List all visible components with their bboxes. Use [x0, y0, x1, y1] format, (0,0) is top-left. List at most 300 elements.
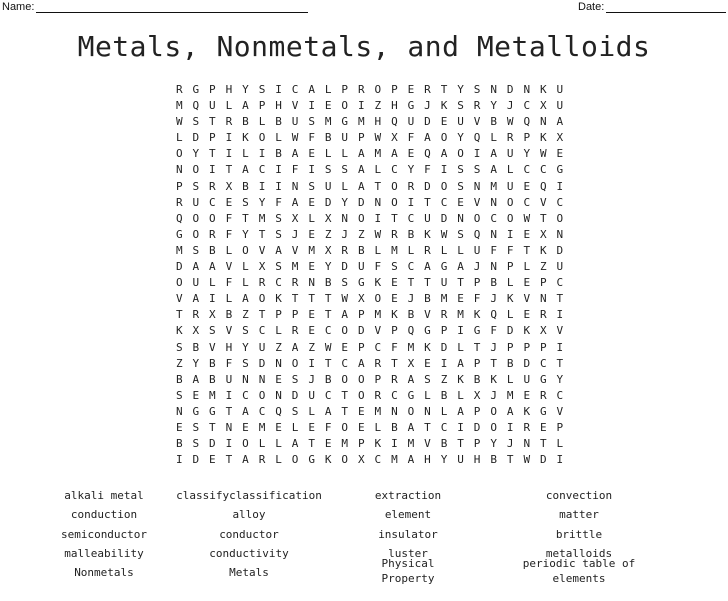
grid-letter: X — [391, 131, 398, 145]
grid-letter: U — [556, 83, 564, 96]
grid-letter: X — [539, 99, 547, 113]
grid-letter: S — [341, 163, 349, 177]
grid-letter: E — [407, 83, 415, 96]
grid-letter: R — [407, 179, 415, 193]
grid-letter: B — [490, 276, 497, 290]
grid-letter: C — [391, 163, 398, 177]
date-field[interactable] — [578, 1, 726, 13]
grid-letter: T — [424, 420, 431, 434]
grid-letter: L — [291, 420, 299, 434]
grid-letter: T — [391, 211, 398, 225]
grid-letter: N — [341, 211, 349, 225]
grid-letter: O — [175, 276, 183, 290]
grid-letter: L — [275, 324, 282, 338]
grid-letter: A — [490, 163, 497, 177]
grid-letter: P — [357, 131, 365, 145]
grid-letter: S — [192, 115, 200, 129]
grid-letter: Z — [440, 372, 448, 386]
grid-letter: I — [225, 388, 233, 402]
grid-letter: X — [556, 131, 564, 145]
grid-letter: L — [225, 243, 233, 257]
grid-letter: Y — [192, 356, 200, 370]
grid-letter: I — [473, 147, 481, 161]
grid-letter: E — [209, 453, 216, 467]
grid-letter: T — [258, 227, 266, 241]
grid-letter: K — [374, 276, 382, 290]
word-bank-item: brittle — [555, 527, 603, 541]
grid-letter: C — [440, 195, 448, 209]
grid-letter: V — [473, 115, 481, 129]
grid-letter: D — [473, 420, 481, 434]
grid-letter: W — [374, 131, 382, 145]
grid-row — [171, 356, 568, 372]
grid-letter: Q — [490, 308, 497, 322]
grid-letter: R — [506, 131, 514, 145]
grid-letter: E — [391, 292, 398, 306]
grid-letter: I — [440, 163, 448, 177]
grid-letter: J — [308, 372, 315, 386]
grid-letter: I — [556, 179, 564, 193]
grid-letter: N — [490, 260, 497, 274]
grid-letter: G — [473, 324, 481, 338]
grid-letter: B — [242, 179, 249, 193]
grid-letter: P — [523, 131, 531, 145]
grid-letter: P — [275, 308, 282, 322]
grid-letter: G — [357, 276, 365, 290]
grid-letter: M — [258, 420, 266, 434]
grid-letter: N — [523, 83, 531, 96]
grid-letter: Q — [473, 131, 481, 145]
grid-letter: U — [407, 115, 415, 129]
grid-letter: W — [523, 211, 531, 225]
grid-letter: O — [291, 453, 299, 467]
grid-letter: B — [391, 420, 398, 434]
grid-letter: F — [374, 260, 382, 274]
grid-letter: I — [225, 131, 233, 145]
grid-letter: I — [556, 453, 564, 467]
grid-letter: T — [473, 340, 481, 354]
grid-letter: O — [506, 211, 514, 225]
grid-letter: I — [258, 147, 266, 161]
grid-letter: J — [407, 292, 415, 306]
grid-letter: N — [308, 276, 315, 290]
grid-letter: H — [391, 99, 398, 113]
grid-letter: E — [308, 260, 315, 274]
word-bank-item: matter — [559, 508, 599, 522]
grid-letter: R — [291, 324, 299, 338]
grid-letter: A — [424, 260, 431, 274]
date-blank-line[interactable] — [606, 2, 726, 13]
grid-letter: L — [341, 147, 349, 161]
grid-letter: C — [291, 83, 299, 96]
grid-letter: S — [192, 437, 200, 451]
grid-letter: A — [242, 163, 249, 177]
grid-letter: R — [539, 388, 547, 402]
grid-letter: Y — [490, 437, 497, 451]
grid-letter: G — [424, 324, 431, 338]
grid-letter: F — [324, 420, 332, 434]
grid-letter: R — [357, 83, 365, 96]
grid-letter: O — [341, 99, 349, 113]
grid-letter: V — [556, 404, 564, 418]
grid-letter: C — [341, 356, 349, 370]
grid-letter: B — [209, 372, 216, 386]
grid-letter: L — [457, 243, 464, 257]
grid-letter: A — [556, 115, 564, 129]
grid-letter: K — [506, 292, 514, 306]
grid-letter: K — [523, 324, 531, 338]
grid-letter: M — [341, 437, 349, 451]
word-bank-item: luster — [388, 546, 428, 560]
grid-letter: C — [374, 340, 382, 354]
grid-letter: O — [242, 243, 249, 257]
grid-letter: A — [242, 404, 249, 418]
grid-letter: C — [523, 99, 531, 113]
word-bank-row — [0, 527, 728, 546]
grid-letter: T — [407, 276, 415, 290]
grid-letter: M — [440, 292, 448, 306]
grid-letter: X — [539, 227, 547, 241]
grid-letter: L — [506, 276, 514, 290]
grid-letter: S — [242, 324, 249, 338]
grid-letter: L — [225, 99, 233, 113]
grid-letter: S — [209, 324, 216, 338]
grid-letter: L — [506, 163, 514, 177]
grid-letter: I — [374, 211, 382, 225]
grid-letter: C — [539, 163, 547, 177]
name-field[interactable] — [2, 1, 308, 13]
grid-letter: E — [308, 227, 315, 241]
grid-letter: F — [225, 356, 233, 370]
grid-letter: I — [275, 83, 282, 96]
grid-letter: U — [324, 179, 332, 193]
grid-letter: R — [473, 99, 481, 113]
grid-letter: L — [324, 147, 332, 161]
grid-letter: E — [523, 388, 531, 402]
grid-letter: U — [457, 115, 464, 129]
grid-letter: T — [539, 437, 547, 451]
grid-letter: M — [407, 340, 415, 354]
grid-letter: C — [258, 324, 266, 338]
grid-letter: J — [341, 227, 349, 241]
grid-letter: O — [407, 404, 415, 418]
grid-row — [171, 404, 568, 420]
grid-letter: X — [192, 324, 200, 338]
grid-letter: S — [258, 83, 266, 96]
grid-letter: S — [457, 179, 464, 193]
grid-letter: V — [291, 243, 299, 257]
grid-letter: E — [308, 195, 315, 209]
word-bank-item: Nonmetals — [74, 566, 134, 580]
word-bank-item: conduction — [70, 508, 138, 522]
grid-letter: F — [275, 195, 282, 209]
grid-letter: L — [506, 372, 514, 386]
grid-letter: P — [341, 83, 349, 96]
grid-letter: L — [324, 83, 332, 96]
grid-letter: P — [374, 372, 382, 386]
grid-letter: W — [291, 131, 299, 145]
grid-letter: E — [341, 340, 349, 354]
grid-letter: L — [258, 115, 266, 129]
grid-letter: N — [374, 195, 382, 209]
grid-letter: L — [457, 340, 464, 354]
grid-letter: U — [506, 179, 514, 193]
grid-letter: M — [291, 260, 299, 274]
grid-letter: A — [291, 147, 299, 161]
grid-letter: L — [258, 437, 266, 451]
grid-letter: U — [341, 131, 349, 145]
grid-letter: E — [308, 420, 315, 434]
grid-letter: V — [209, 340, 216, 354]
grid-letter: P — [175, 179, 183, 193]
grid-letter: W — [341, 292, 349, 306]
grid-letter: G — [407, 99, 415, 113]
grid-letter: R — [209, 179, 216, 193]
grid-letter: R — [209, 227, 216, 241]
grid-letter: L — [440, 404, 448, 418]
grid-letter: W — [440, 227, 448, 241]
grid-letter: F — [407, 131, 415, 145]
grid-letter: J — [506, 99, 514, 113]
grid-letter: M — [391, 453, 398, 467]
grid-letter: K — [275, 292, 282, 306]
grid-letter: P — [523, 340, 531, 354]
grid-letter: A — [357, 179, 365, 193]
grid-letter: M — [175, 243, 183, 257]
grid-letter: I — [308, 99, 315, 113]
grid-letter: S — [324, 163, 332, 177]
grid-letter: U — [523, 372, 531, 386]
grid-letter: B — [175, 437, 183, 451]
grid-row — [171, 98, 568, 114]
grid-letter: A — [242, 99, 249, 113]
name-blank-line[interactable] — [36, 2, 308, 13]
grid-letter: X — [324, 211, 332, 225]
grid-letter: O — [473, 211, 481, 225]
grid-letter: O — [341, 324, 349, 338]
grid-letter: J — [473, 260, 481, 274]
grid-letter: R — [175, 83, 183, 96]
grid-letter: G — [192, 83, 200, 96]
grid-letter: Y — [242, 83, 249, 96]
grid-letter: O — [175, 147, 183, 161]
grid-letter: D — [506, 83, 514, 96]
grid-letter: C — [523, 163, 531, 177]
grid-row — [171, 340, 568, 356]
grid-letter: Z — [357, 227, 365, 241]
grid-letter: F — [225, 276, 233, 290]
grid-letter: O — [192, 211, 200, 225]
grid-letter: N — [539, 292, 547, 306]
grid-letter: E — [539, 420, 547, 434]
grid-letter: L — [490, 131, 497, 145]
grid-letter: U — [424, 211, 431, 225]
grid-letter: J — [490, 292, 497, 306]
grid-letter: C — [539, 356, 547, 370]
grid-letter: S — [457, 227, 464, 241]
grid-letter: P — [539, 276, 547, 290]
grid-letter: B — [324, 372, 332, 386]
grid-letter: V — [473, 195, 481, 209]
grid-letter: G — [539, 372, 547, 386]
grid-letter: P — [506, 340, 514, 354]
grid-letter: C — [258, 404, 266, 418]
grid-letter: I — [275, 163, 282, 177]
grid-letter: P — [440, 324, 448, 338]
grid-letter: Q — [473, 227, 481, 241]
grid-letter: A — [242, 453, 249, 467]
grid-letter: Z — [242, 308, 249, 322]
grid-letter: V — [225, 260, 233, 274]
grid-letter: H — [225, 83, 233, 96]
grid-letter: A — [192, 292, 200, 306]
grid-letter: S — [341, 276, 349, 290]
grid-letter: R — [374, 388, 382, 402]
grid-letter: Y — [523, 147, 531, 161]
grid-letter: T — [225, 453, 233, 467]
grid-letter: J — [490, 388, 497, 402]
grid-letter: F — [225, 227, 233, 241]
grid-letter: U — [473, 243, 481, 257]
grid-letter: Q — [407, 324, 415, 338]
grid-letter: R — [523, 420, 531, 434]
grid-letter: R — [424, 243, 431, 257]
grid-letter: Q — [523, 115, 531, 129]
grid-letter: K — [242, 131, 249, 145]
grid-letter: D — [341, 260, 349, 274]
grid-letter: S — [242, 195, 249, 209]
grid-letter: T — [324, 356, 332, 370]
grid-letter: U — [258, 340, 266, 354]
grid-letter: K — [175, 324, 183, 338]
grid-letter: L — [275, 453, 282, 467]
grid-letter: R — [291, 276, 299, 290]
grid-letter: E — [308, 147, 315, 161]
grid-letter: Y — [258, 195, 266, 209]
grid-letter: X — [357, 292, 365, 306]
grid-letter: N — [175, 163, 183, 177]
grid-letter: O — [341, 420, 349, 434]
grid-row — [171, 436, 568, 452]
grid-letter: T — [209, 115, 216, 129]
grid-letter: A — [192, 372, 200, 386]
grid-letter: S — [391, 260, 398, 274]
grid-row — [171, 162, 568, 178]
grid-letter: J — [291, 227, 299, 241]
grid-letter: P — [473, 276, 481, 290]
grid-letter: R — [258, 276, 266, 290]
grid-letter: N — [539, 115, 547, 129]
grid-letter: D — [424, 115, 431, 129]
grid-letter: B — [209, 356, 216, 370]
grid-letter: C — [523, 195, 531, 209]
grid-letter: K — [539, 243, 547, 257]
grid-letter: O — [291, 356, 299, 370]
grid-letter: E — [324, 437, 332, 451]
grid-letter: N — [258, 372, 266, 386]
grid-letter: A — [291, 340, 299, 354]
grid-letter: S — [424, 372, 431, 386]
grid-letter: B — [324, 276, 332, 290]
grid-letter: O — [209, 211, 216, 225]
grid-letter: K — [523, 404, 531, 418]
grid-letter: L — [242, 147, 249, 161]
grid-letter: B — [424, 292, 431, 306]
grid-letter: I — [357, 99, 365, 113]
grid-letter: B — [440, 388, 448, 402]
grid-row — [171, 211, 568, 227]
grid-letter: C — [324, 324, 332, 338]
grid-letter: L — [424, 388, 431, 402]
grid-letter: V — [424, 437, 431, 451]
grid-row — [171, 146, 568, 162]
grid-letter: U — [556, 260, 564, 274]
grid-row — [171, 291, 568, 307]
grid-letter: S — [457, 99, 464, 113]
grid-letter: B — [357, 243, 365, 257]
grid-letter: H — [374, 115, 382, 129]
grid-letter: E — [275, 372, 282, 386]
grid-letter: O — [506, 195, 514, 209]
grid-letter: T — [341, 404, 349, 418]
grid-letter: L — [374, 243, 382, 257]
word-bank-item: semiconductor — [60, 527, 148, 541]
grid-letter: D — [324, 195, 332, 209]
grid-letter: E — [440, 115, 448, 129]
grid-letter: Y — [242, 340, 249, 354]
grid-letter: U — [192, 276, 200, 290]
grid-letter: D — [258, 356, 266, 370]
grid-letter: U — [506, 147, 514, 161]
grid-letter: Y — [457, 83, 464, 96]
grid-letter: T — [324, 308, 332, 322]
grid-letter: P — [506, 260, 514, 274]
grid-letter: V — [523, 292, 531, 306]
grid-letter: R — [341, 243, 349, 257]
grid-letter: N — [291, 179, 299, 193]
grid-letter: I — [209, 163, 216, 177]
grid-letter: I — [258, 179, 266, 193]
grid-letter: T — [490, 356, 497, 370]
grid-letter: N — [242, 372, 249, 386]
grid-letter: O — [490, 420, 497, 434]
grid-letter: A — [275, 243, 282, 257]
grid-letter: N — [473, 179, 481, 193]
grid-letter: Z — [308, 340, 315, 354]
grid-letter: E — [225, 195, 233, 209]
grid-letter: K — [440, 99, 448, 113]
grid-letter: P — [473, 404, 481, 418]
grid-letter: M — [324, 115, 332, 129]
grid-letter: Q — [391, 115, 398, 129]
grid-letter: T — [539, 211, 547, 225]
grid-letter: R — [391, 227, 398, 241]
grid-letter: P — [556, 420, 564, 434]
grid-letter: O — [357, 372, 365, 386]
grid-letter: H — [275, 99, 282, 113]
grid-letter: A — [357, 163, 365, 177]
grid-letter: K — [391, 308, 398, 322]
grid-letter: Q — [424, 147, 431, 161]
grid-row — [171, 130, 568, 146]
grid-letter: S — [291, 404, 299, 418]
grid-letter: S — [192, 179, 200, 193]
grid-letter: O — [192, 227, 200, 241]
grid-letter: A — [357, 147, 365, 161]
grid-letter: E — [192, 388, 200, 402]
grid-letter: E — [523, 308, 531, 322]
grid-row — [171, 307, 568, 323]
